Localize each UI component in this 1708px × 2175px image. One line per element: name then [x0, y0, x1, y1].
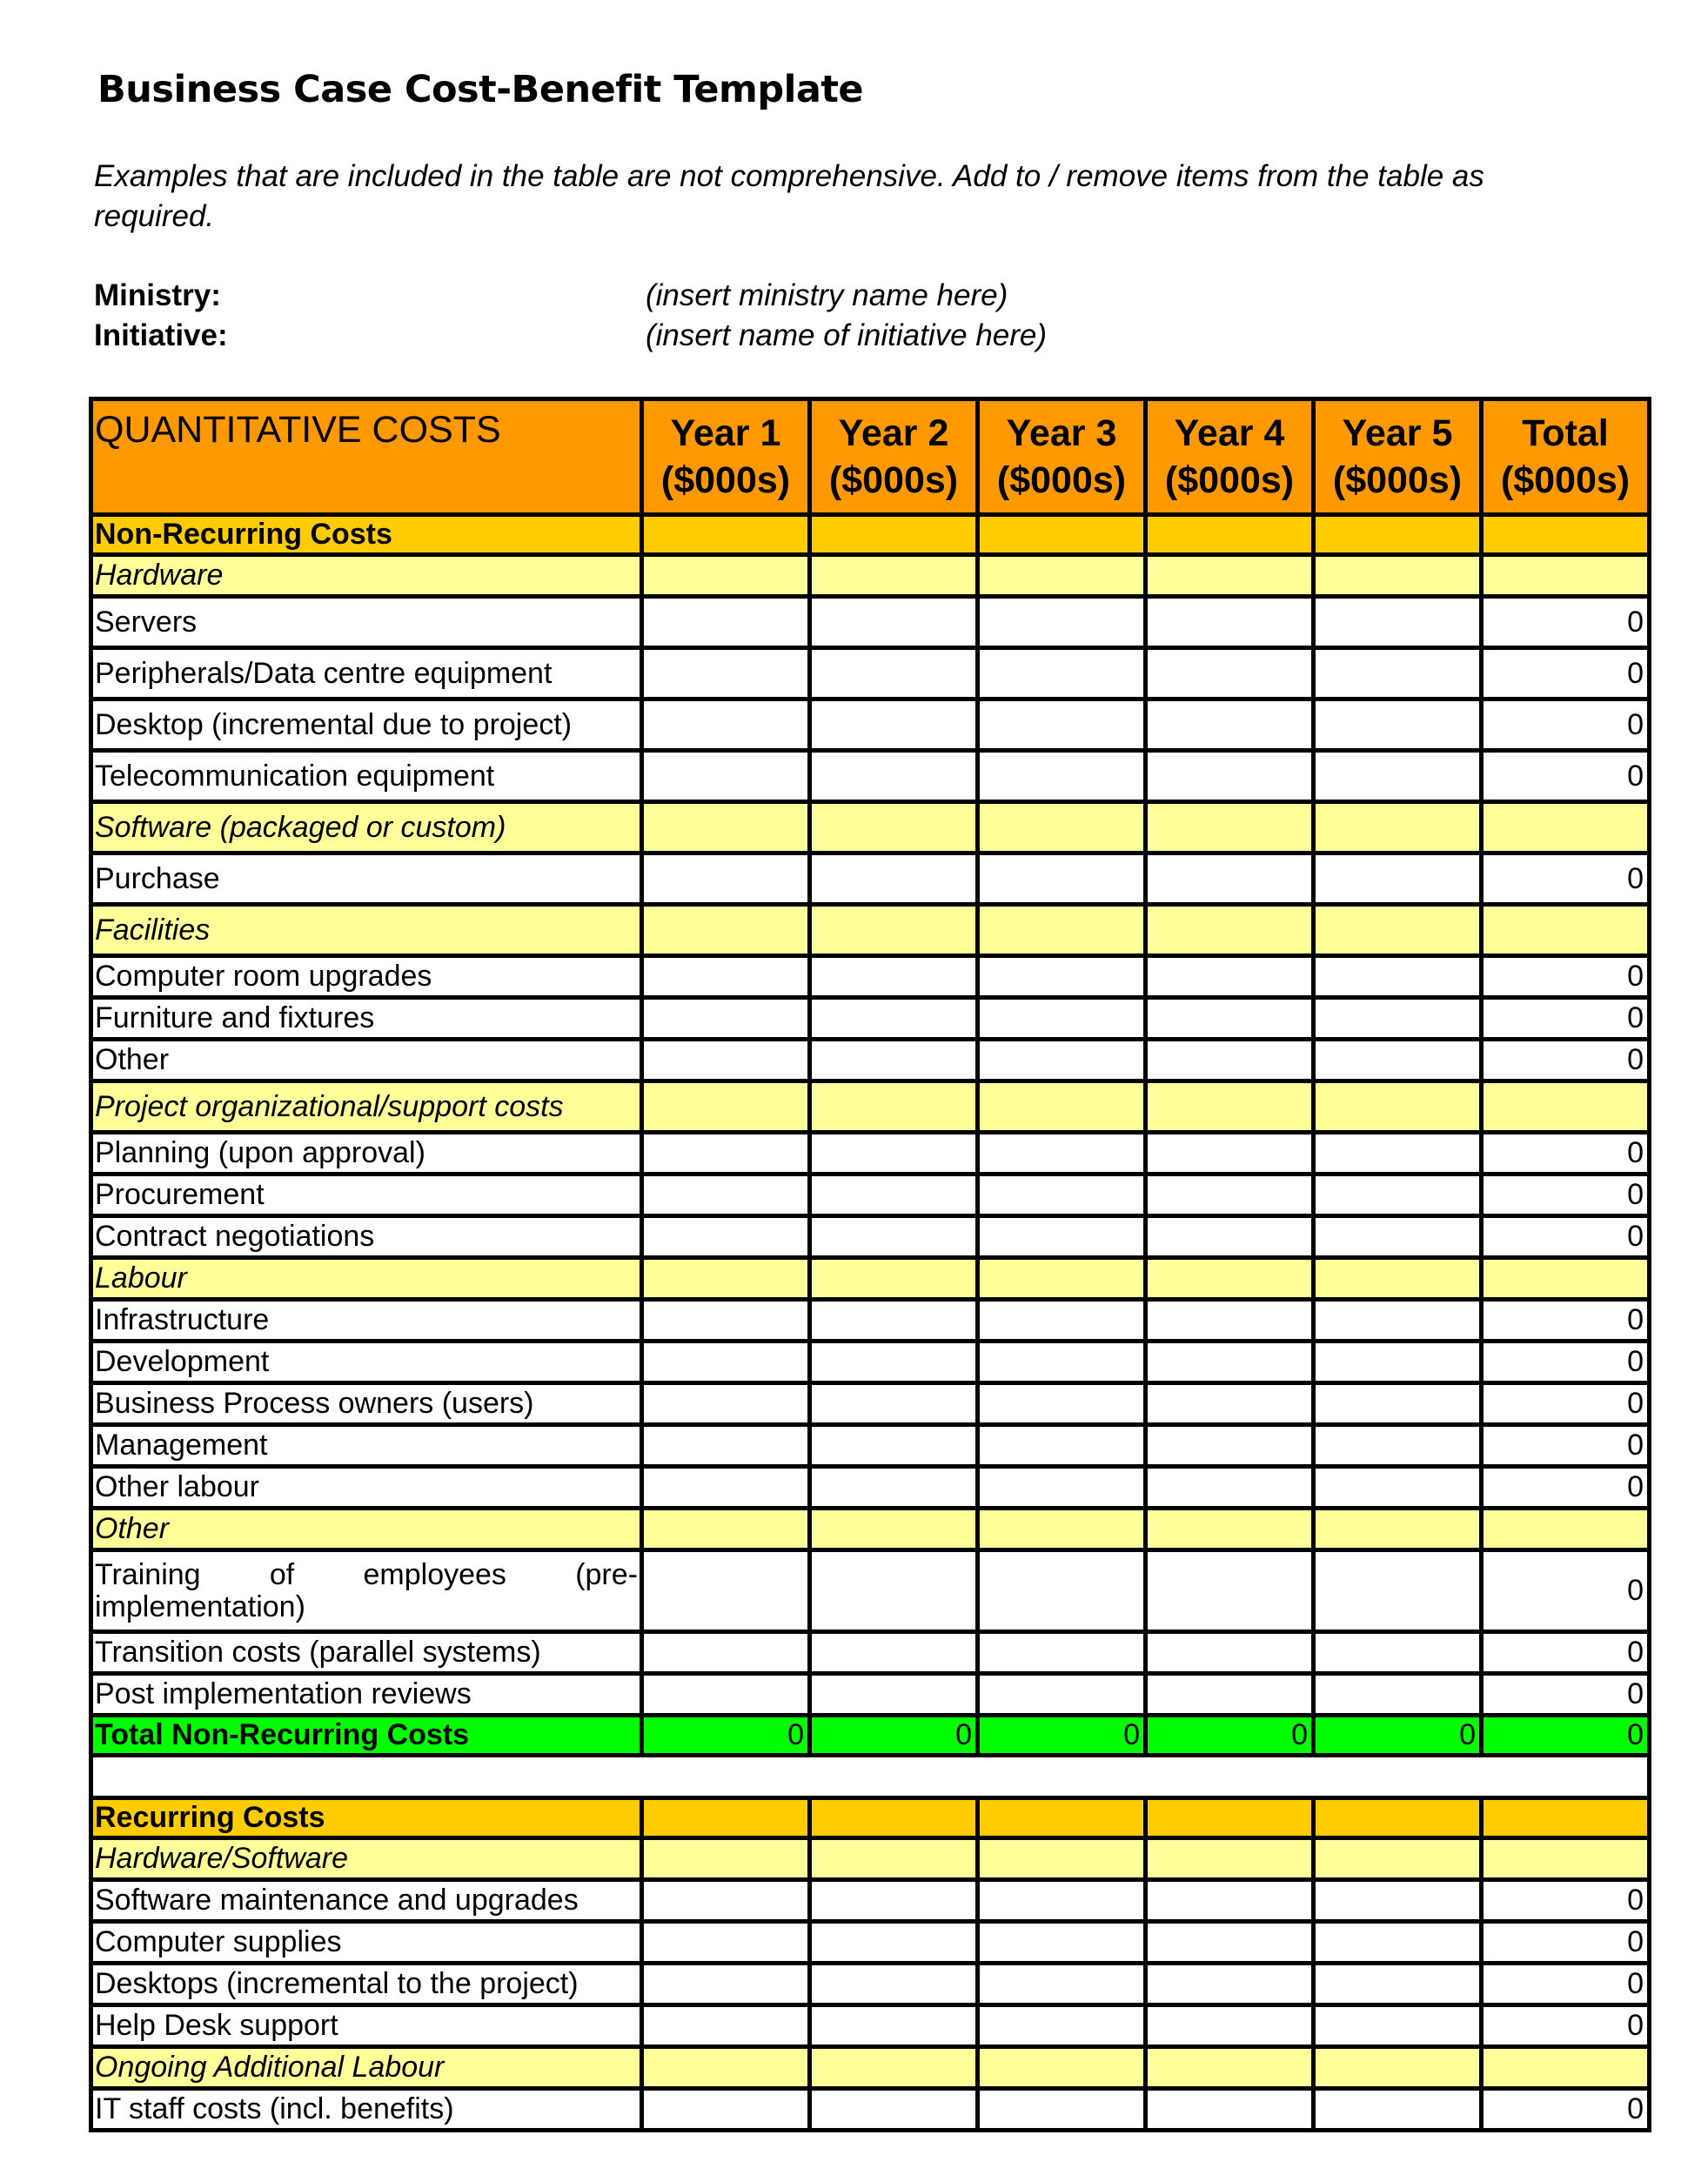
- year-2-cell[interactable]: [810, 1550, 978, 1632]
- empty-cell: [810, 555, 978, 597]
- year-1-cell[interactable]: [642, 751, 810, 802]
- empty-cell: [1482, 1081, 1650, 1133]
- year-4-cell[interactable]: [1146, 1425, 1314, 1467]
- table-row: [91, 1880, 1650, 1922]
- year-4-cell[interactable]: [1146, 1342, 1314, 1383]
- empty-cell: [1146, 1081, 1314, 1133]
- empty-cell: [978, 1509, 1146, 1550]
- table-row: [91, 1425, 1650, 1467]
- year-1-total-cell: 0: [642, 1716, 810, 1756]
- year-4-cell[interactable]: [1146, 2089, 1314, 2131]
- table-row: [91, 597, 1650, 648]
- year-5-cell[interactable]: [1314, 1174, 1482, 1216]
- row-label: Transition costs (parallel systems): [91, 1632, 642, 1674]
- empty-cell: [810, 905, 978, 956]
- table-row: [91, 1632, 1650, 1674]
- empty-cell: [1482, 802, 1650, 853]
- empty-cell: [642, 1081, 810, 1133]
- total-cell: 0: [1482, 1133, 1650, 1174]
- year-5-cell[interactable]: [1314, 1467, 1482, 1509]
- subcategory-row: [91, 555, 1650, 597]
- row-label: Software (packaged or custom): [91, 802, 642, 853]
- total-cell: 0: [1482, 1342, 1650, 1383]
- year-5-cell[interactable]: [1314, 853, 1482, 905]
- spacer-row: [91, 1756, 1650, 1798]
- year-3-cell[interactable]: [978, 2089, 1146, 2131]
- row-label: Management: [91, 1425, 642, 1467]
- year-4-cell[interactable]: [1146, 1174, 1314, 1216]
- empty-cell: [1146, 515, 1314, 555]
- year-2-cell[interactable]: [810, 1133, 978, 1174]
- year-2-cell[interactable]: [810, 1632, 978, 1674]
- empty-cell: [1314, 1838, 1482, 1880]
- empty-cell: [1146, 2047, 1314, 2089]
- empty-cell: [810, 1258, 978, 1300]
- subcategory-row: [91, 1081, 1650, 1133]
- empty-cell: [1314, 1798, 1482, 1838]
- row-label: Non-Recurring Costs: [91, 515, 642, 555]
- row-label: Post implementation reviews: [91, 1674, 642, 1716]
- row-label: Peripherals/Data centre equipment: [91, 648, 642, 699]
- empty-cell: [1482, 1798, 1650, 1838]
- section-row: [91, 515, 1650, 555]
- row-label: Desktop (incremental due to project): [91, 699, 642, 751]
- total-cell: 0: [1482, 1964, 1650, 2005]
- year-4-cell[interactable]: [1146, 2005, 1314, 2047]
- year-5-cell[interactable]: [1314, 648, 1482, 699]
- row-label: Desktops (incremental to the project): [91, 1964, 642, 2005]
- year-2-cell[interactable]: [810, 1383, 978, 1425]
- row-label: Purchase: [91, 853, 642, 905]
- year-2-cell[interactable]: [810, 1040, 978, 1081]
- year-1-cell[interactable]: [642, 1216, 810, 1258]
- year-2-total-cell: 0: [810, 1716, 978, 1756]
- empty-cell: [978, 2047, 1146, 2089]
- empty-cell: [1146, 1798, 1314, 1838]
- year-3-cell[interactable]: [978, 1674, 1146, 1716]
- section-row: [91, 1798, 1650, 1838]
- year-2-cell[interactable]: [810, 1964, 978, 2005]
- row-label: Planning (upon approval): [91, 1133, 642, 1174]
- total-cell: 0: [1482, 699, 1650, 751]
- year-2-cell[interactable]: [810, 998, 978, 1040]
- row-label: Other: [91, 1040, 642, 1081]
- table-row: [91, 1040, 1650, 1081]
- year-5-header: Year 5 ($000s): [1314, 399, 1482, 515]
- year-3-cell[interactable]: [978, 1342, 1146, 1383]
- year-5-cell[interactable]: [1314, 998, 1482, 1040]
- year-2-cell[interactable]: [810, 1467, 978, 1509]
- year-5-total-cell: 0: [1314, 1716, 1482, 1756]
- empty-cell: [642, 1798, 810, 1838]
- spacer-cell: [91, 1756, 1650, 1798]
- empty-cell: [1314, 802, 1482, 853]
- year-4-cell[interactable]: [1146, 1550, 1314, 1632]
- year-5-cell[interactable]: [1314, 1922, 1482, 1964]
- year-1-cell[interactable]: [642, 699, 810, 751]
- empty-cell: [1314, 2047, 1482, 2089]
- year-4-header: Year 4 ($000s): [1146, 399, 1314, 515]
- empty-cell: [1314, 1081, 1482, 1133]
- year-1-cell[interactable]: [642, 1133, 810, 1174]
- total-cell: 0: [1482, 1674, 1650, 1716]
- year-2-cell[interactable]: [810, 699, 978, 751]
- year-4-cell[interactable]: [1146, 1133, 1314, 1174]
- row-label: Training of employees (pre-implementation): [91, 1550, 642, 1632]
- table-row: [91, 2089, 1650, 2131]
- table-row: [91, 1964, 1650, 2005]
- year-2-cell[interactable]: [810, 1922, 978, 1964]
- year-1-header: Year 1 ($000s): [642, 399, 810, 515]
- row-label: IT staff costs (incl. benefits): [91, 2089, 642, 2131]
- year-4-cell[interactable]: [1146, 853, 1314, 905]
- year-2-cell[interactable]: [810, 1216, 978, 1258]
- table-row: [91, 853, 1650, 905]
- year-5-cell[interactable]: [1314, 1342, 1482, 1383]
- year-5-cell[interactable]: [1314, 1383, 1482, 1425]
- year-3-cell[interactable]: [978, 1383, 1146, 1425]
- year-4-cell[interactable]: [1146, 751, 1314, 802]
- table-row: [91, 1133, 1650, 1174]
- subcategory-row: [91, 1509, 1650, 1550]
- total-cell: 0: [1482, 648, 1650, 699]
- empty-cell: [1146, 1838, 1314, 1880]
- empty-cell: [810, 515, 978, 555]
- table-row: [91, 1383, 1650, 1425]
- row-label: Servers: [91, 597, 642, 648]
- row-label: Total Non-Recurring Costs: [91, 1716, 642, 1756]
- cost-benefit-table: [89, 397, 1651, 2132]
- year-4-cell[interactable]: [1146, 597, 1314, 648]
- empty-cell: [642, 2047, 810, 2089]
- empty-cell: [978, 1081, 1146, 1133]
- year-4-cell[interactable]: [1146, 1880, 1314, 1922]
- year-3-header: Year 3 ($000s): [978, 399, 1146, 515]
- empty-cell: [642, 1258, 810, 1300]
- year-5-cell[interactable]: [1314, 956, 1482, 998]
- subcategory-row: [91, 2047, 1650, 2089]
- subcategory-row: [91, 802, 1650, 853]
- year-3-cell[interactable]: [978, 751, 1146, 802]
- year-5-cell[interactable]: [1314, 1674, 1482, 1716]
- row-label: Computer supplies: [91, 1922, 642, 1964]
- year-4-cell[interactable]: [1146, 648, 1314, 699]
- year-4-cell[interactable]: [1146, 1216, 1314, 1258]
- intro-text: Examples that are included in the table are not comprehensive. Add to / remove items from the table as required.: [94, 159, 1484, 233]
- year-4-cell[interactable]: [1146, 1467, 1314, 1509]
- year-2-cell[interactable]: [810, 956, 978, 998]
- year-3-cell[interactable]: [978, 853, 1146, 905]
- year-3-cell[interactable]: [978, 1922, 1146, 1964]
- year-2-cell[interactable]: [810, 1174, 978, 1216]
- row-label: Project organizational/support costs: [91, 1081, 642, 1133]
- empty-cell: [1146, 802, 1314, 853]
- empty-cell: [810, 1509, 978, 1550]
- year-1-cell[interactable]: [642, 1632, 810, 1674]
- total-cell: 0: [1482, 597, 1650, 648]
- ministry-label: Ministry:: [94, 278, 221, 312]
- total-cell: 0: [1482, 1216, 1650, 1258]
- year-1-cell[interactable]: [642, 2089, 810, 2131]
- table-row: [91, 998, 1650, 1040]
- table-row: [91, 699, 1650, 751]
- total-cell: 0: [1482, 1632, 1650, 1674]
- year-5-cell[interactable]: [1314, 1425, 1482, 1467]
- year-5-cell[interactable]: [1314, 1133, 1482, 1174]
- empty-cell: [978, 1798, 1146, 1838]
- empty-cell: [1146, 555, 1314, 597]
- year-4-cell[interactable]: [1146, 1632, 1314, 1674]
- initiative-value[interactable]: (insert name of initiative here): [646, 318, 1048, 352]
- year-1-cell[interactable]: [642, 2005, 810, 2047]
- year-2-cell[interactable]: [810, 597, 978, 648]
- year-3-cell[interactable]: [978, 2005, 1146, 2047]
- year-1-cell[interactable]: [642, 956, 810, 998]
- total-cell: 0: [1482, 1467, 1650, 1509]
- year-2-cell[interactable]: [810, 648, 978, 699]
- year-5-cell[interactable]: [1314, 1632, 1482, 1674]
- empty-cell: [978, 1258, 1146, 1300]
- row-label: Infrastructure: [91, 1300, 642, 1342]
- table-row: [91, 751, 1650, 802]
- empty-cell: [1482, 555, 1650, 597]
- table-row: [91, 956, 1650, 998]
- year-2-cell[interactable]: [810, 1674, 978, 1716]
- year-1-cell[interactable]: [642, 853, 810, 905]
- row-label: Software maintenance and upgrades: [91, 1880, 642, 1922]
- year-2-cell[interactable]: [810, 853, 978, 905]
- row-label: Labour: [91, 1258, 642, 1300]
- year-4-cell[interactable]: [1146, 699, 1314, 751]
- row-label: Business Process owners (users): [91, 1383, 642, 1425]
- table-row: [91, 1922, 1650, 1964]
- empty-cell: [1314, 555, 1482, 597]
- document-title: Business Case Cost-Benefit Template: [97, 68, 864, 111]
- row-label: Help Desk support: [91, 2005, 642, 2047]
- empty-cell: [978, 1838, 1146, 1880]
- year-5-cell[interactable]: [1314, 699, 1482, 751]
- year-3-cell[interactable]: [978, 1467, 1146, 1509]
- empty-cell: [1482, 905, 1650, 956]
- year-4-cell[interactable]: [1146, 1040, 1314, 1081]
- row-label: Hardware/Software: [91, 1838, 642, 1880]
- total-cell: 0: [1482, 1880, 1650, 1922]
- year-2-cell[interactable]: [810, 751, 978, 802]
- row-label: Contract negotiations: [91, 1216, 642, 1258]
- empty-cell: [642, 1509, 810, 1550]
- total-cell: 0: [1482, 2089, 1650, 2131]
- year-4-cell[interactable]: [1146, 1383, 1314, 1425]
- row-label: Computer room upgrades: [91, 956, 642, 998]
- year-2-cell[interactable]: [810, 1880, 978, 1922]
- year-1-cell[interactable]: [642, 1342, 810, 1383]
- total-cell: 0: [1482, 1300, 1650, 1342]
- year-1-cell[interactable]: [642, 1174, 810, 1216]
- table-row: [91, 648, 1650, 699]
- total-cell: 0: [1482, 1425, 1650, 1467]
- year-3-cell[interactable]: [978, 1550, 1146, 1632]
- empty-cell: [1482, 1509, 1650, 1550]
- row-label: Telecommunication equipment: [91, 751, 642, 802]
- year-5-cell[interactable]: [1314, 751, 1482, 802]
- empty-cell: [1482, 1258, 1650, 1300]
- year-3-cell[interactable]: [978, 648, 1146, 699]
- table-row: [91, 1216, 1650, 1258]
- total-row: [91, 1716, 1650, 1756]
- year-3-cell[interactable]: [978, 1174, 1146, 1216]
- empty-cell: [978, 802, 1146, 853]
- year-4-cell[interactable]: [1146, 1922, 1314, 1964]
- year-5-cell[interactable]: [1314, 1880, 1482, 1922]
- total-cell: 0: [1482, 998, 1650, 1040]
- empty-cell: [810, 2047, 978, 2089]
- empty-cell: [1314, 905, 1482, 956]
- empty-cell: [810, 1081, 978, 1133]
- year-3-cell[interactable]: [978, 1964, 1146, 2005]
- year-3-cell[interactable]: [978, 1216, 1146, 1258]
- empty-cell: [642, 1838, 810, 1880]
- grand-total-cell: 0: [1482, 1716, 1650, 1756]
- table-row: [91, 1174, 1650, 1216]
- year-4-cell[interactable]: [1146, 956, 1314, 998]
- year-1-cell[interactable]: [642, 1467, 810, 1509]
- initiative-label: Initiative:: [94, 318, 228, 352]
- year-3-cell[interactable]: [978, 1632, 1146, 1674]
- year-3-cell[interactable]: [978, 1880, 1146, 1922]
- table-row: [91, 1550, 1650, 1632]
- year-5-cell[interactable]: [1314, 597, 1482, 648]
- empty-cell: [978, 555, 1146, 597]
- row-label: Other labour: [91, 1467, 642, 1509]
- year-3-cell[interactable]: [978, 699, 1146, 751]
- year-3-cell[interactable]: [978, 1133, 1146, 1174]
- year-1-cell[interactable]: [642, 1550, 810, 1632]
- empty-cell: [978, 515, 1146, 555]
- empty-cell: [1482, 1838, 1650, 1880]
- total-cell: 0: [1482, 956, 1650, 998]
- empty-cell: [810, 802, 978, 853]
- year-3-cell[interactable]: [978, 1425, 1146, 1467]
- empty-cell: [1146, 1258, 1314, 1300]
- year-1-cell[interactable]: [642, 1880, 810, 1922]
- year-3-total-cell: 0: [978, 1716, 1146, 1756]
- subcategory-row: [91, 1258, 1650, 1300]
- subcategory-row: [91, 1838, 1650, 1880]
- year-4-cell[interactable]: [1146, 998, 1314, 1040]
- year-4-total-cell: 0: [1146, 1716, 1314, 1756]
- year-3-cell[interactable]: [978, 597, 1146, 648]
- year-5-cell[interactable]: [1314, 1216, 1482, 1258]
- empty-cell: [642, 802, 810, 853]
- row-label: Recurring Costs: [91, 1798, 642, 1838]
- year-2-cell[interactable]: [810, 1300, 978, 1342]
- table-row: [91, 1674, 1650, 1716]
- empty-cell: [1314, 1258, 1482, 1300]
- year-1-cell[interactable]: [642, 1300, 810, 1342]
- row-label: Other: [91, 1509, 642, 1550]
- year-5-cell[interactable]: [1314, 2005, 1482, 2047]
- year-5-cell[interactable]: [1314, 1964, 1482, 2005]
- table-row: [91, 2005, 1650, 2047]
- year-3-cell[interactable]: [978, 1040, 1146, 1081]
- empty-cell: [1482, 2047, 1650, 2089]
- empty-cell: [1314, 1509, 1482, 1550]
- year-1-cell[interactable]: [642, 1040, 810, 1081]
- year-4-cell[interactable]: [1146, 1300, 1314, 1342]
- empty-cell: [810, 1838, 978, 1880]
- year-5-cell[interactable]: [1314, 1040, 1482, 1081]
- row-label: Development: [91, 1342, 642, 1383]
- empty-cell: [642, 905, 810, 956]
- year-1-cell[interactable]: [642, 1383, 810, 1425]
- year-2-header: Year 2 ($000s): [810, 399, 978, 515]
- year-1-cell[interactable]: [642, 1674, 810, 1716]
- empty-cell: [1314, 515, 1482, 555]
- year-2-cell[interactable]: [810, 2005, 978, 2047]
- year-1-cell[interactable]: [642, 1425, 810, 1467]
- year-1-cell[interactable]: [642, 1964, 810, 2005]
- year-2-cell[interactable]: [810, 1425, 978, 1467]
- total-cell: 0: [1482, 1174, 1650, 1216]
- empty-cell: [1482, 515, 1650, 555]
- empty-cell: [642, 555, 810, 597]
- row-label: Ongoing Additional Labour: [91, 2047, 642, 2089]
- row-label: Procurement: [91, 1174, 642, 1216]
- empty-cell: [978, 905, 1146, 956]
- year-1-cell[interactable]: [642, 998, 810, 1040]
- year-5-cell[interactable]: [1314, 2089, 1482, 2131]
- total-cell: 0: [1482, 1040, 1650, 1081]
- subcategory-row: [91, 905, 1650, 956]
- year-4-cell[interactable]: [1146, 1964, 1314, 2005]
- row-label: Hardware: [91, 555, 642, 597]
- year-1-cell[interactable]: [642, 597, 810, 648]
- total-cell: 0: [1482, 1550, 1650, 1632]
- year-5-cell[interactable]: [1314, 1550, 1482, 1632]
- year-2-cell[interactable]: [810, 2089, 978, 2131]
- empty-cell: [1146, 905, 1314, 956]
- table-header-row: [91, 399, 1650, 515]
- total-cell: 0: [1482, 853, 1650, 905]
- table-row: [91, 1342, 1650, 1383]
- year-4-cell[interactable]: [1146, 1674, 1314, 1716]
- table-row: [91, 1300, 1650, 1342]
- total-cell: 0: [1482, 1922, 1650, 1964]
- ministry-value[interactable]: (insert ministry name here): [646, 278, 1008, 312]
- year-5-cell[interactable]: [1314, 1300, 1482, 1342]
- total-header: Total ($000s): [1482, 399, 1650, 515]
- row-label: Facilities: [91, 905, 642, 956]
- empty-cell: [1146, 1509, 1314, 1550]
- year-3-cell[interactable]: [978, 998, 1146, 1040]
- year-3-cell[interactable]: [978, 1300, 1146, 1342]
- total-cell: 0: [1482, 1383, 1650, 1425]
- total-cell: 0: [1482, 751, 1650, 802]
- table-row: [91, 1467, 1650, 1509]
- empty-cell: [810, 1798, 978, 1838]
- year-3-cell[interactable]: [978, 956, 1146, 998]
- quantitative-costs-header: QUANTITATIVE COSTS: [91, 399, 642, 515]
- year-1-cell[interactable]: [642, 1922, 810, 1964]
- year-2-cell[interactable]: [810, 1342, 978, 1383]
- row-label: Furniture and fixtures: [91, 998, 642, 1040]
- total-cell: 0: [1482, 2005, 1650, 2047]
- year-1-cell[interactable]: [642, 648, 810, 699]
- empty-cell: [642, 515, 810, 555]
